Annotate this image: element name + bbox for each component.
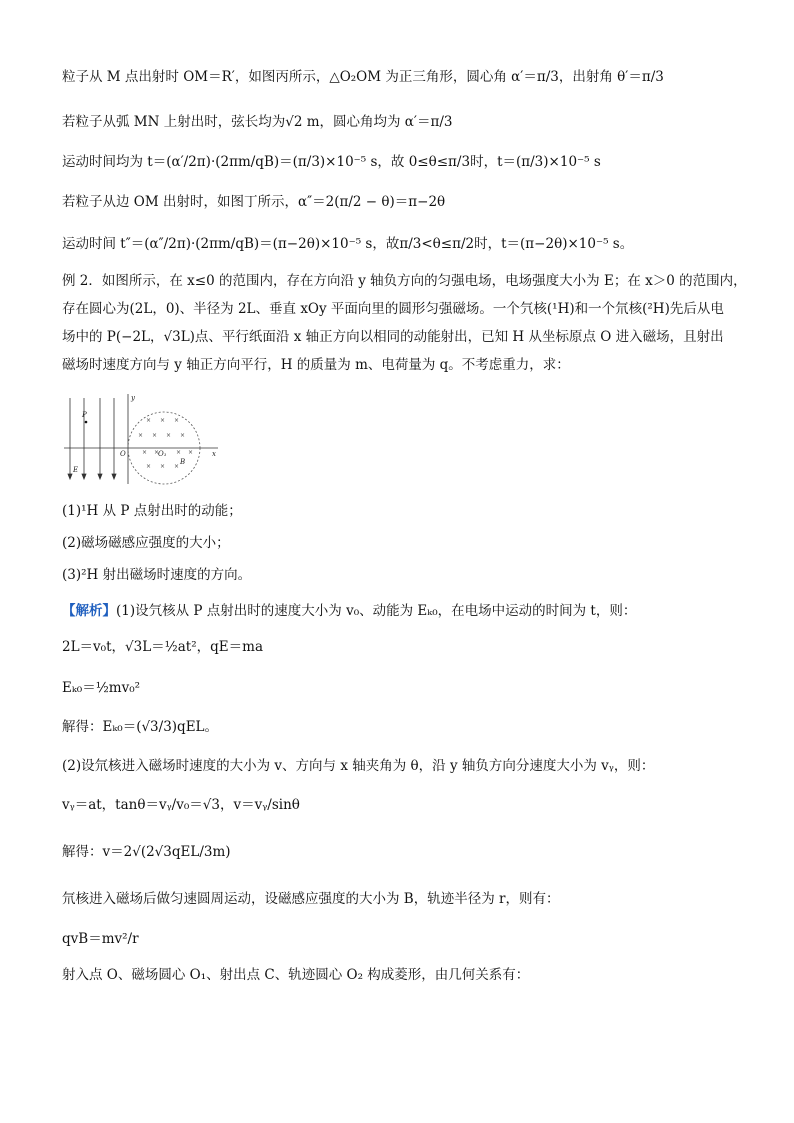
cross-mark: × bbox=[160, 463, 166, 470]
text-line-l17: (2)设氘核进入磁场时速度的大小为 v、方向与 x 轴夹角为 θ，沿 y 轴负方向分速度大小为 vᵧ，则： bbox=[62, 758, 655, 774]
text-line-l2: 若粒子从弧 MN 上射出时，弦长均为√2 m，圆心角均为 α′＝π/3 bbox=[62, 114, 453, 130]
cross-mark: × bbox=[152, 432, 158, 439]
text-line-l21: qvB＝mv²/r bbox=[62, 931, 139, 947]
cross-mark: × bbox=[180, 432, 186, 439]
label-p: P bbox=[82, 411, 87, 419]
text-line-l15: Eₖ₀＝½mv₀² bbox=[62, 680, 141, 696]
cross-mark: × bbox=[154, 449, 160, 456]
cross-mark: × bbox=[138, 432, 144, 439]
cross-mark: × bbox=[146, 463, 152, 470]
cross-mark: × bbox=[142, 449, 148, 456]
text-line-l7: 存在圆心为(2L，0)、半径为 2L、垂直 xOy 平面向里的圆形匀强磁场。一个氕核(¹H)和一个氘核(²H)先后从电 bbox=[62, 301, 724, 317]
text-line-l1: 粒子从 M 点出射时 OM＝R′，如图丙所示，△O₂OM 为正三角形，圆心角 α′＝π/3，出射角 θ′＝π/3 bbox=[62, 69, 664, 85]
text-line-l8: 场中的 P(−2L，√3L)点、平行纸面沿 x 轴正方向以相同的动能射出，已知 H 从坐标原点 O 进入磁场，且射出 bbox=[62, 329, 724, 345]
cross-mark: × bbox=[146, 417, 152, 424]
field-arrow bbox=[98, 474, 102, 479]
analysis-text: (1)设氕核从 P 点射出时的速度大小为 v₀、动能为 Eₖ₀，在电场中运动的时间为 t，则： bbox=[116, 603, 637, 619]
cross-mark: × bbox=[174, 463, 180, 470]
label-x: x bbox=[212, 450, 216, 458]
text-line-l4: 若粒子从边 OM 出射时，如图丁所示，α″＝2(π/2 − θ)＝π−2θ bbox=[62, 194, 446, 210]
text-line-l6: 例 2．如图所示，在 x≤0 的范围内，存在方向沿 y 轴负方向的匀强电场，电场强度大小为 E；在 x＞0 的范围内， bbox=[62, 273, 747, 289]
text-line-l19: 解得：v＝2√(2√3qEL/3m) bbox=[62, 844, 231, 860]
text-line-l14: 2L＝v₀t，√3L＝½at²，qE＝ma bbox=[62, 639, 263, 655]
text-line-l16: 解得：Eₖ₀＝(√3/3)qEL。 bbox=[62, 719, 219, 735]
text-line-l3: 运动时间均为 t＝(α′/2π)·(2πm/qB)＝(π/3)×10⁻⁵ s，故 0≤θ≤π/3时，t＝(π/3)×10⁻⁵ s bbox=[62, 154, 601, 170]
cross-mark: × bbox=[174, 417, 180, 424]
text-line-l11: (2)磁场磁感应强度的大小； bbox=[62, 535, 230, 551]
analysis-heading bbox=[62, 602, 636, 620]
label-e: E bbox=[73, 466, 79, 474]
cross-mark: × bbox=[176, 449, 182, 456]
cross-mark: × bbox=[188, 449, 194, 456]
text-line-l18: vᵧ＝at，tanθ＝vᵧ/v₀＝√3，v＝vᵧ/sinθ bbox=[62, 797, 300, 813]
label-o: O bbox=[120, 450, 126, 458]
label-b: B bbox=[180, 458, 186, 466]
point-p bbox=[85, 421, 88, 424]
field-arrow bbox=[112, 474, 116, 479]
text-line-l20: 氘核进入磁场后做匀速圆周运动，设磁感应强度的大小为 B，轨迹半径为 r，则有： bbox=[62, 891, 560, 907]
text-line-l5: 运动时间 t″＝(α″/2π)·(2πm/qB)＝(π−2θ)×10⁻⁵ s，故π/3<θ≤π/2时，t＝(π−2θ)×10⁻⁵ s。 bbox=[62, 236, 634, 252]
text-line-l12: (3)²H 射出磁场时速度的方向。 bbox=[62, 567, 252, 583]
text-line-l10: (1)¹H 从 P 点射出时的动能； bbox=[62, 503, 242, 519]
cross-mark: × bbox=[166, 432, 172, 439]
field-arrow bbox=[82, 474, 86, 479]
analysis-tag: 【解析】 bbox=[62, 603, 116, 619]
label-y: y bbox=[131, 394, 135, 402]
text-line-l9: 磁场时速度方向与 y 轴正方向平行，H 的质量为 m、电荷量为 q。不考虑重力，求： bbox=[62, 357, 570, 373]
text-line-l22: 射入点 O、磁场圆心 O₁、射出点 C、轨迹圆心 O₂ 构成菱形，由几何关系有： bbox=[62, 967, 530, 983]
field-diagram bbox=[62, 392, 222, 488]
field-arrow bbox=[68, 474, 72, 479]
label-o1: O₁ bbox=[158, 450, 167, 458]
cross-mark: × bbox=[160, 417, 166, 424]
